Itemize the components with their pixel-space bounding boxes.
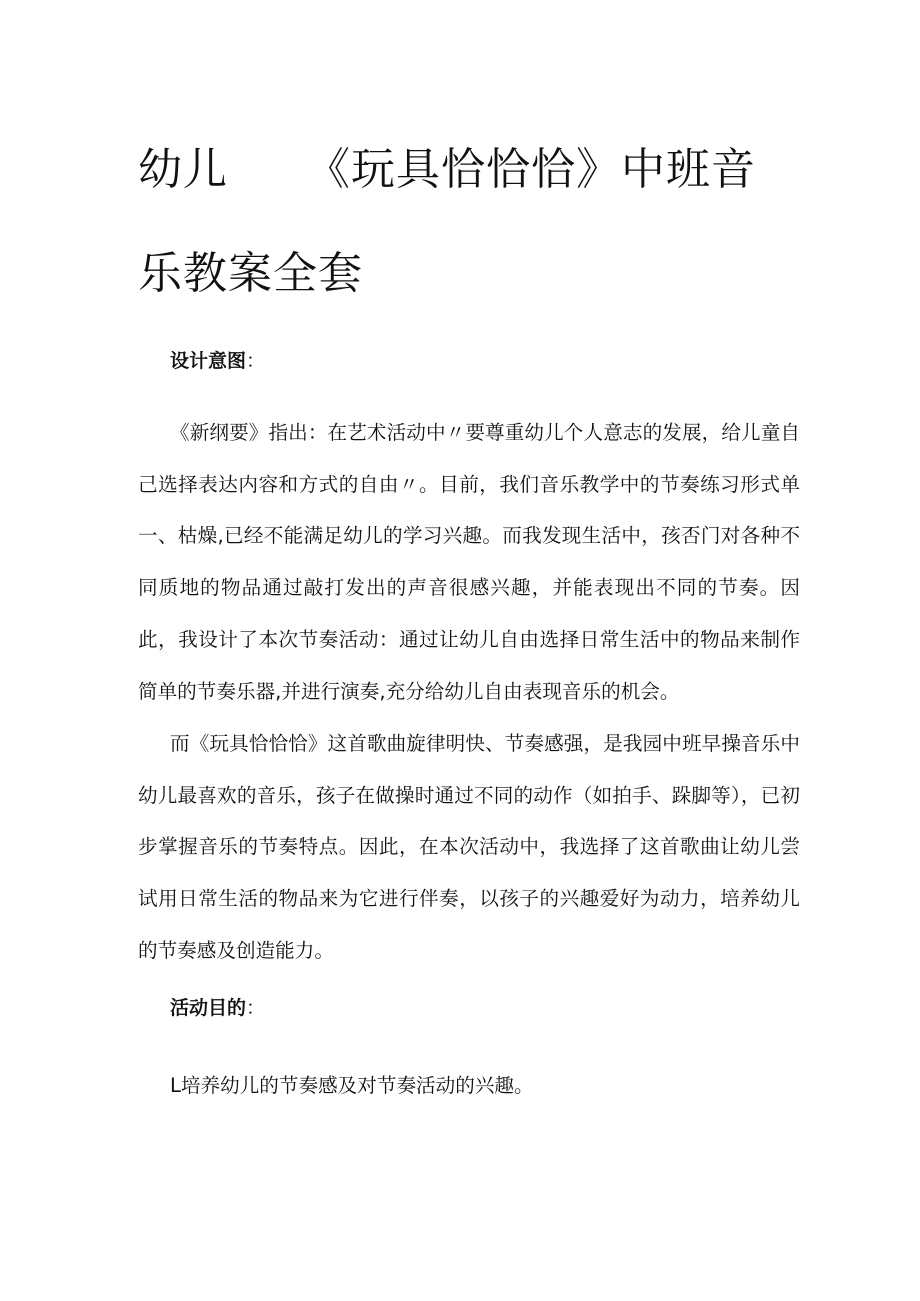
design-intent-paragraph-2: 而《玩具恰恰恰》这首歌曲旋律明快、节奏感强，是我园中班早操音乐中幼儿最喜欢的音乐，孩子在做操时通过不同的动作（如拍手、跺脚等），已初步掌握音乐的节奏特点。因此，在本次活动中，我选择了这首歌曲让幼儿尝试用日常生活的物品来为它进行伴奏，以孩子的兴趣爱好为动力，培养幼儿的节奏感及创造能力。 — [138, 732, 800, 962]
activity-goal-label: 活动目的 — [170, 997, 247, 1019]
design-intent-paragraph-1: 《新纲要》指出：在艺术活动中〃要尊重幼儿个人意志的发展，给儿童自己选择表达内容和方式的自由〃。目前，我们音乐教学中的节奏练习形式单一、枯燥,已经不能满足幼儿的学习兴趣。而我发现生活中，孩否门对各种不同质地的物品通过敲打发出的声音很感兴趣，并能表现出不同的节奏。因此，我设计了本次节奏活动：通过让幼儿自由选择日常生活中的物品来制作简单的节奏乐器,并进行演奏,充分给幼儿自由表现音乐的机会。 — [138, 421, 800, 703]
design-intent-heading — [170, 347, 265, 375]
activity-goal-heading — [170, 994, 265, 1022]
title-part-2: 《玩具恰恰恰》中班音乐教案全套 — [138, 144, 756, 299]
title-part-1: 幼儿 — [138, 144, 228, 195]
document-title — [138, 118, 798, 326]
activity-goal-item-1: L培养幼儿的节奏感及对节奏活动的兴趣。 — [170, 1074, 534, 1097]
design-intent-label: 设计意图 — [170, 350, 247, 372]
activity-goal-colon: ： — [246, 997, 266, 1019]
design-intent-colon: ： — [246, 350, 266, 372]
